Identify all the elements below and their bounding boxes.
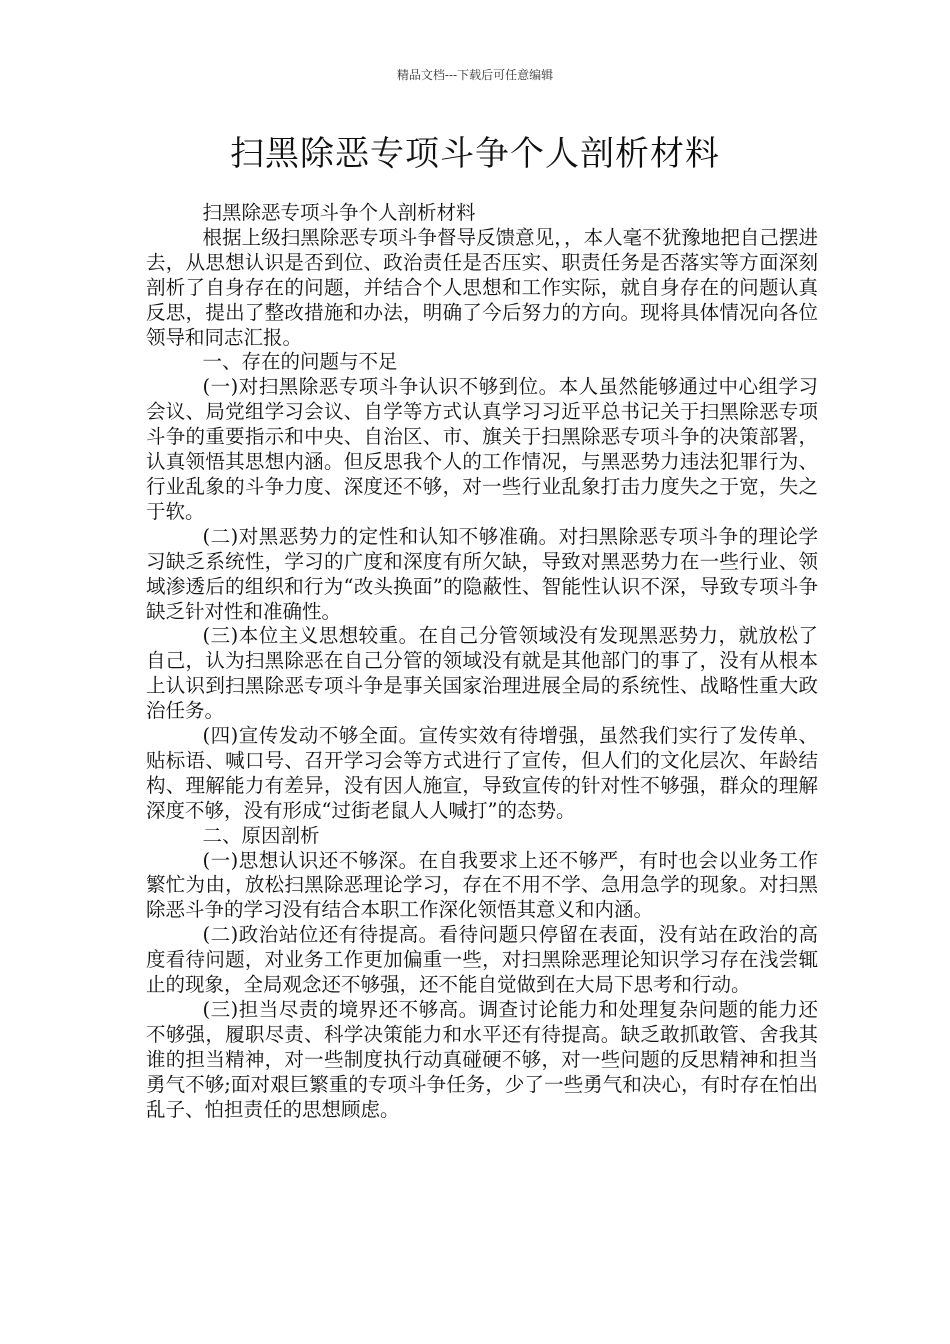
paragraph-problem-1: (一)对扫黑除恶专项斗争认识不够到位。本人虽然能够通过中心组学习会议、局党组学习会议、自学等方式认真学习习近平总书记关于扫黑除恶专项斗争的重要指示和中央、自治区、市、旗关于扫黑除恶专项斗争的决策部署，认真领悟其思想内涵。但反思我个人的工作情况，与黑恶势力违法犯罪行为、行业乱象的斗争力度、深度还不够，对一些行业乱象打击力度失之于宽，失之于软。 — [146, 375, 818, 523]
document-body — [146, 201, 818, 1123]
paragraph-intro: 根据上级扫黑除恶专项斗争督导反馈意见，，本人毫不犹豫地把自己摆进去，从思想认识是否到位、政治责任是否压实、职责任务是否落实等方面深刻剖析了自身存在的问题，并结合个人思想和工作实际，就自身存在的问题认真反思，提出了整改措施和办法，明确了今后努力的方向。现将具体情况向各位领导和同志汇报。 — [146, 225, 818, 349]
paragraph-cause-1: (一)思想认识还不够深。在自我要求上还不够严，有时也会以业务工作繁忙为由，放松扫黑除恶理论学习，存在不用不学、急用急学的现象。对扫黑除恶斗争的学习没有结合本职工作深化领悟其意义和内涵。 — [146, 848, 818, 922]
section-heading-problems: 一、存在的问题与不足 — [202, 350, 398, 374]
header-note: 精品文档---下载后可任意编辑 — [396, 68, 554, 82]
paragraph-subtitle: 扫黑除恶专项斗争个人剖析材料 — [202, 201, 476, 224]
paragraph-problem-2: (二)对黑恶势力的定性和认知不够准确。对扫黑除恶专项斗争的理论学习缺乏系统性，学习的广度和深度有所欠缺，导致对黑恶势力在一些行业、领域渗透后的组织和行为“改头换面”的隐蔽性、智能性认识不深，导致专项斗争缺乏针对性和准确性。 — [146, 524, 818, 623]
section-heading-causes: 二、原因剖析 — [202, 823, 320, 847]
document-title: 扫黑除恶专项斗争个人剖析材料 — [230, 134, 720, 174]
paragraph-problem-3: (三)本位主义思想较重。在自己分管领域没有发现黑恶势力，就放松了自己，认为扫黑除恶在自己分管的领域没有就是其他部门的事了，没有从根本上认识到扫黑除恶专项斗争是事关国家治理进展全局的系统性、战略性重大政治任务。 — [146, 624, 818, 723]
paragraph-cause-2: (二)政治站位还有待提高。看待问题只停留在表面，没有站在政治的高度看待问题，对业务工作更加偏重一些，对扫黑除恶理论知识学习存在浅尝辄止的现象，全局观念还不够强，还不能自觉做到在大局下思考和行动。 — [146, 923, 818, 997]
paragraph-cause-3: (三)担当尽责的境界还不够高。调查讨论能力和处理复杂问题的能力还不够强，履职尽责、科学决策能力和水平还有待提高。缺乏敢抓敢管、舍我其谁的担当精神，对一些制度执行动真碰硬不够，对一些问题的反思精神和担当勇气不够;面对艰巨繁重的专项斗争任务，少了一些勇气和决心，有时存在怕出乱子、怕担责任的思想顾虑。 — [146, 998, 818, 1121]
paragraph-problem-4: (四)宣传发动不够全面。宣传实效有待增强，虽然我们实行了发传单、贴标语、喊口号、召开学习会等方式进行了宣传，但人们的文化层次、年龄结构、理解能力有差异，没有因人施宣，导致宣传的针对性不够强，群众的理解深度不够，没有形成“过街老鼠人人喊打”的态势。 — [146, 724, 818, 822]
